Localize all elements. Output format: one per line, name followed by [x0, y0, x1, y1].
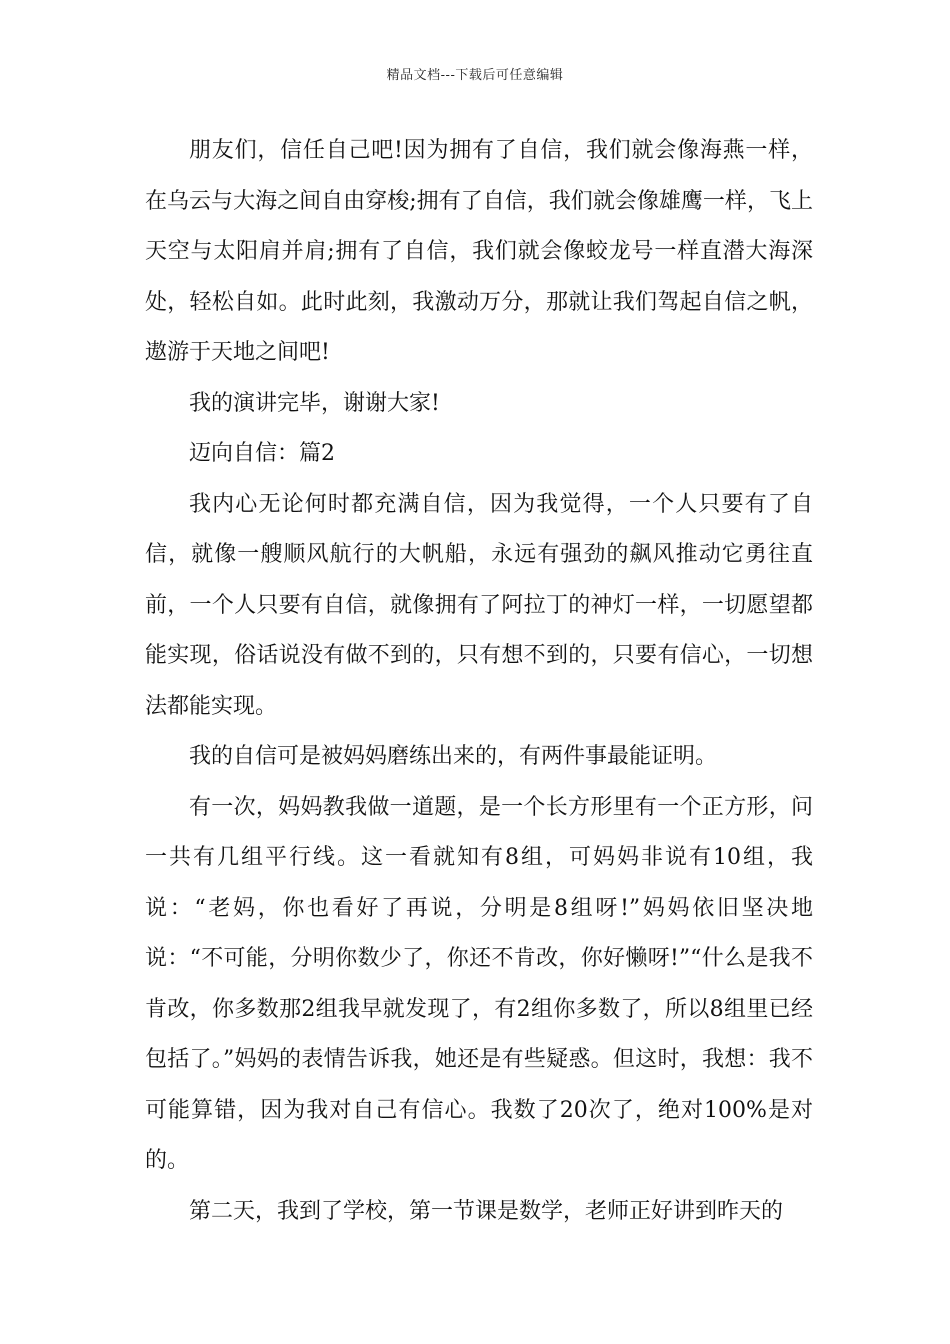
paragraph: 有一次，妈妈教我做一道题，是一个长方形里有一个正方形，问一共有几组平行线。这一看就知有8组，可妈妈非说有10组，我说：“老妈，你也看好了再说，分明是8组呀!”妈妈依旧坚决地说：“不可能，分明你数少了，你还不肯改，你好懒呀!”“什么是我不肯改，你多数那2组我早就发现了，有2组你多数了，所以8组里已经包括了。”妈妈的表情告诉我，她还是有些疑惑。但这时，我想：我不可能算错，因为我对自己有信心。我数了20次了，绝对100%是对的。 [145, 794, 813, 1173]
page-header: 精品文档---下载后可任意编辑 [386, 68, 564, 83]
paragraph: 我内心无论何时都充满自信，因为我觉得，一个人只要有了自信，就像一艘顺风航行的大帆船，永远有强劲的飙风推动它勇往直前，一个人只要有自信，就像拥有了阿拉丁的神灯一样，一切愿望都能实现，俗话说没有做不到的，只有想不到的，只要有信心，一切想法都能实现。 [145, 491, 813, 719]
paragraph: 第二天，我到了学校，第一节课是数学，老师正好讲到昨天的 [189, 1198, 784, 1224]
paragraph: 我的自信可是被妈妈磨练出来的，有两件事最能证明。 [189, 744, 718, 769]
paragraph: 我的演讲完毕，谢谢大家! [189, 390, 440, 416]
section-heading: 迈向自信：篇2 [189, 441, 335, 466]
paragraph: 朋友们，信任自己吧!因为拥有了自信，我们就会像海燕一样，在乌云与大海之间自由穿梭;拥有了自信，我们就会像雄鹰一样，飞上天空与太阳肩并肩;拥有了自信，我们就会像蛟龙号一样直潜大海深处，轻松自如。此时此刻，我激动万分，那就让我们驾起自信之帆，遨游于天地之间吧! [145, 138, 813, 365]
document-body [145, 126, 813, 1237]
